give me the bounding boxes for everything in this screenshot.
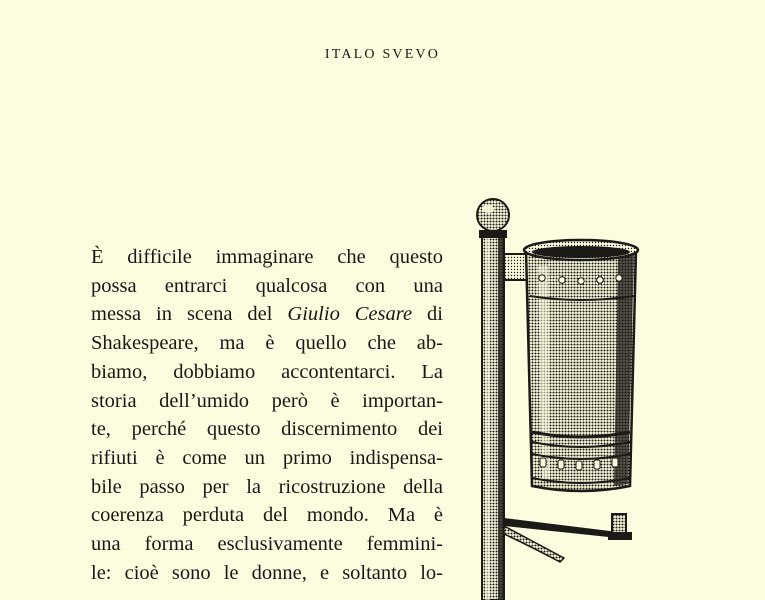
text-fragment: di [412, 303, 443, 326]
text-line: coerenza perduta del mondo. Ma è [91, 504, 443, 527]
text-fragment: messa in scena del [91, 303, 288, 326]
text-line: una forma esclusivamente femmini- [91, 533, 443, 556]
text-line: le: cioè sono le donne, e soltanto lo- [91, 561, 443, 584]
text-line: bile passo per la ricostruzione della [91, 475, 443, 498]
text-line-with-title [91, 300, 443, 329]
running-head: ITALO SVEVO [324, 47, 441, 62]
text-line: storia dell’umido però è importan- [91, 389, 443, 412]
text-line: te, perché questo discernimento dei [91, 418, 443, 441]
work-title: Giulio Cesare [287, 303, 413, 326]
text-line: Shakespeare, ma è quello che ab- [91, 332, 443, 355]
paragraph [91, 243, 443, 587]
text-line: rifiuti è come un primo indispensa- [91, 446, 443, 469]
text-line: biamo, dobbiamo accontentarci. La [91, 360, 443, 383]
text-line: possa entrarci qualcosa con una [91, 274, 443, 297]
text-line: È difficile immaginare che questo [91, 246, 443, 268]
litter-bin-on-pole-icon [468, 196, 648, 600]
